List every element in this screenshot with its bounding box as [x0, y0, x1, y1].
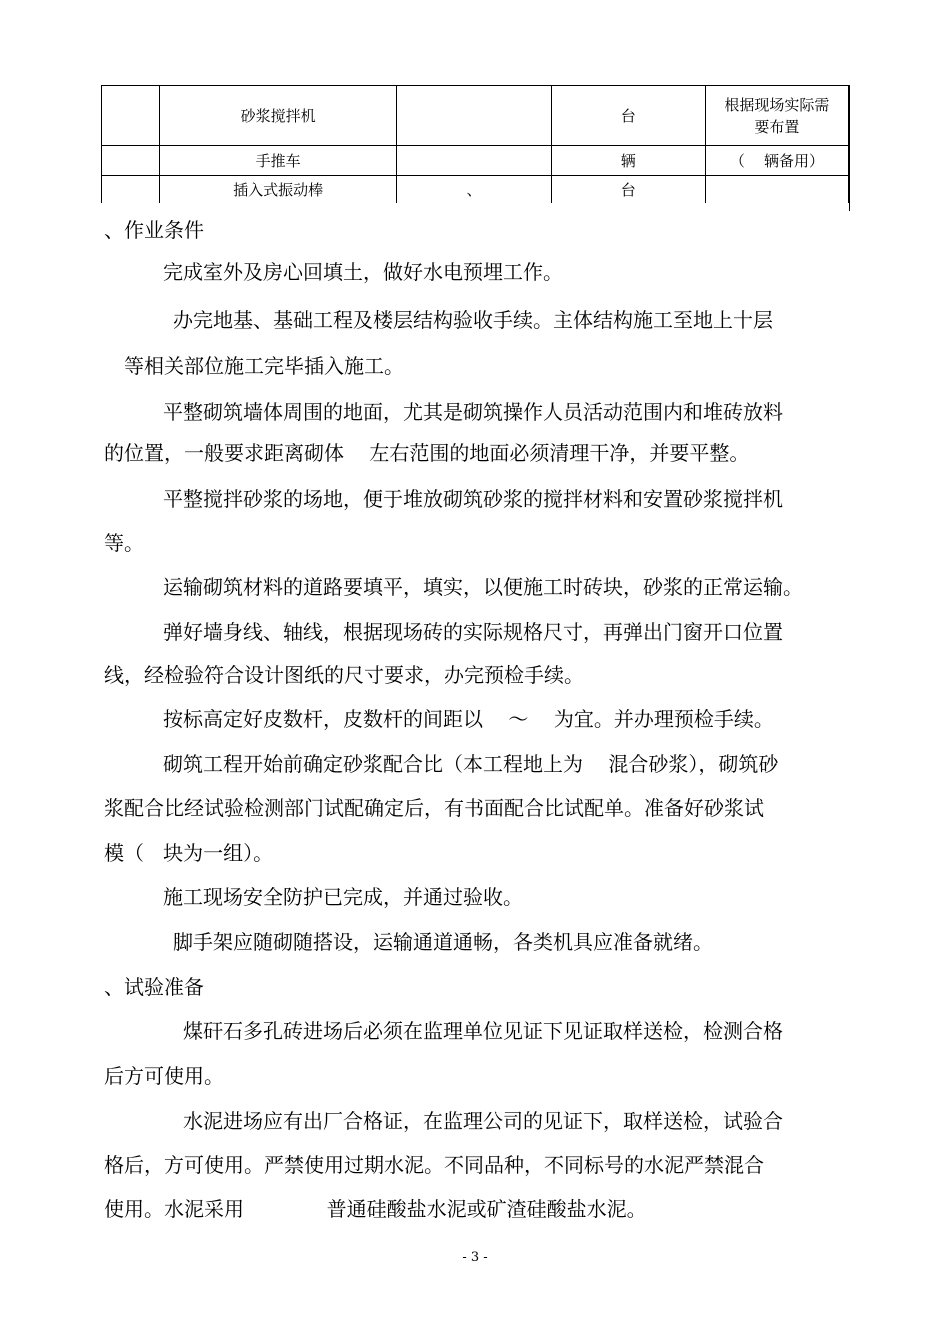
- paragraph-line: 煤矸石多孔砖进场后必须在监理单位见证下见证取样送检，检测合格: [183, 1019, 783, 1043]
- paragraph-line: 平整搅拌砂浆的场地，便于堆放砌筑砂浆的搅拌材料和安置砂浆搅拌机: [163, 487, 783, 511]
- table-row: [102, 146, 849, 176]
- table-cell-spec: [397, 146, 551, 176]
- remark-line: （ 辆备用）: [729, 151, 824, 170]
- paragraph-line: 平整砌筑墙体周围的地面，尤其是砌筑操作人员活动范围内和堆砖放料: [163, 400, 783, 424]
- paragraph-line: 的位置，一般要求距离砌体 左右范围的地面必须清理干净，并要平整。: [104, 441, 750, 465]
- equipment-table: [101, 85, 849, 203]
- table-row: [102, 176, 849, 204]
- table-row: [102, 86, 849, 146]
- paragraph-line: 格后，方可使用。严禁使用过期水泥。不同品种，不同标号的水泥严禁混合: [104, 1153, 764, 1177]
- table-right-border: [849, 85, 850, 211]
- paragraph-line: 线，经检验符合设计图纸的尺寸要求，办完预检手续。: [104, 663, 584, 687]
- paragraph-line: 使用。水泥采用 普通硅酸盐水泥或矿渣硅酸盐水泥。: [104, 1197, 647, 1221]
- paragraph-line: 水泥进场应有出厂合格证，在监理公司的见证下，取样送检，试验合: [183, 1109, 783, 1133]
- paragraph-line: 砌筑工程开始前确定砂浆配合比（本工程地上为 混合砂浆），砌筑砂: [163, 752, 779, 776]
- table-cell-unit: 辆: [551, 146, 705, 176]
- table-cell-spec: 、: [397, 176, 551, 204]
- paragraph-line: 弹好墙身线、轴线，根据现场砖的实际规格尺寸，再弹出门窗开口位置: [163, 620, 783, 644]
- table-cell-index: [102, 176, 160, 204]
- paragraph-line: 等相关部位施工完毕插入施工。: [124, 354, 404, 378]
- table-cell-unit: 台: [551, 176, 705, 204]
- table-cell-remark: [705, 176, 848, 204]
- paragraph-line: 后方可使用。: [104, 1064, 224, 1088]
- paragraph-line: 完成室外及房心回填土，做好水电预埋工作。: [163, 260, 563, 284]
- remark-line: 要布置: [754, 117, 800, 136]
- paragraph-line: 办完地基、基础工程及楼层结构验收手续。主体结构施工至地上十层: [173, 308, 773, 332]
- paragraph-line: 模（ 块为一组）。: [104, 841, 274, 865]
- table-cell-name: 插入式振动棒: [159, 176, 396, 204]
- table-cell-name: 手推车: [159, 146, 396, 176]
- section-heading: 、试验准备: [104, 975, 204, 999]
- table-cell-remark: [705, 146, 848, 176]
- table-cell-unit: 台: [551, 86, 705, 146]
- paragraph-line: 等。: [104, 531, 144, 555]
- table-cell-remark: [705, 86, 848, 146]
- section-heading: 、作业条件: [104, 218, 204, 242]
- table-cell-spec: [397, 86, 551, 146]
- paragraph-line: 脚手架应随砌随搭设，运输通道通畅，各类机具应准备就绪。: [173, 930, 713, 954]
- table-cell-index: [102, 86, 160, 146]
- page-number: - 3 -: [462, 1250, 488, 1265]
- table-cell-index: [102, 146, 160, 176]
- remark-line: 根据现场实际需: [724, 95, 830, 114]
- table-cell-name: 砂浆搅拌机: [159, 86, 396, 146]
- paragraph-line: 施工现场安全防护已完成，并通过验收。: [163, 885, 523, 909]
- paragraph-line: 按标高定好皮数杆，皮数杆的间距以 ～ 为宜。并办理预检手续。: [163, 707, 774, 731]
- paragraph-line: 运输砌筑材料的道路要填平，填实，以便施工时砖块，砂浆的正常运输。: [163, 575, 803, 599]
- paragraph-line: 浆配合比经试验检测部门试配确定后，有书面配合比试配单。准备好砂浆试: [104, 796, 764, 820]
